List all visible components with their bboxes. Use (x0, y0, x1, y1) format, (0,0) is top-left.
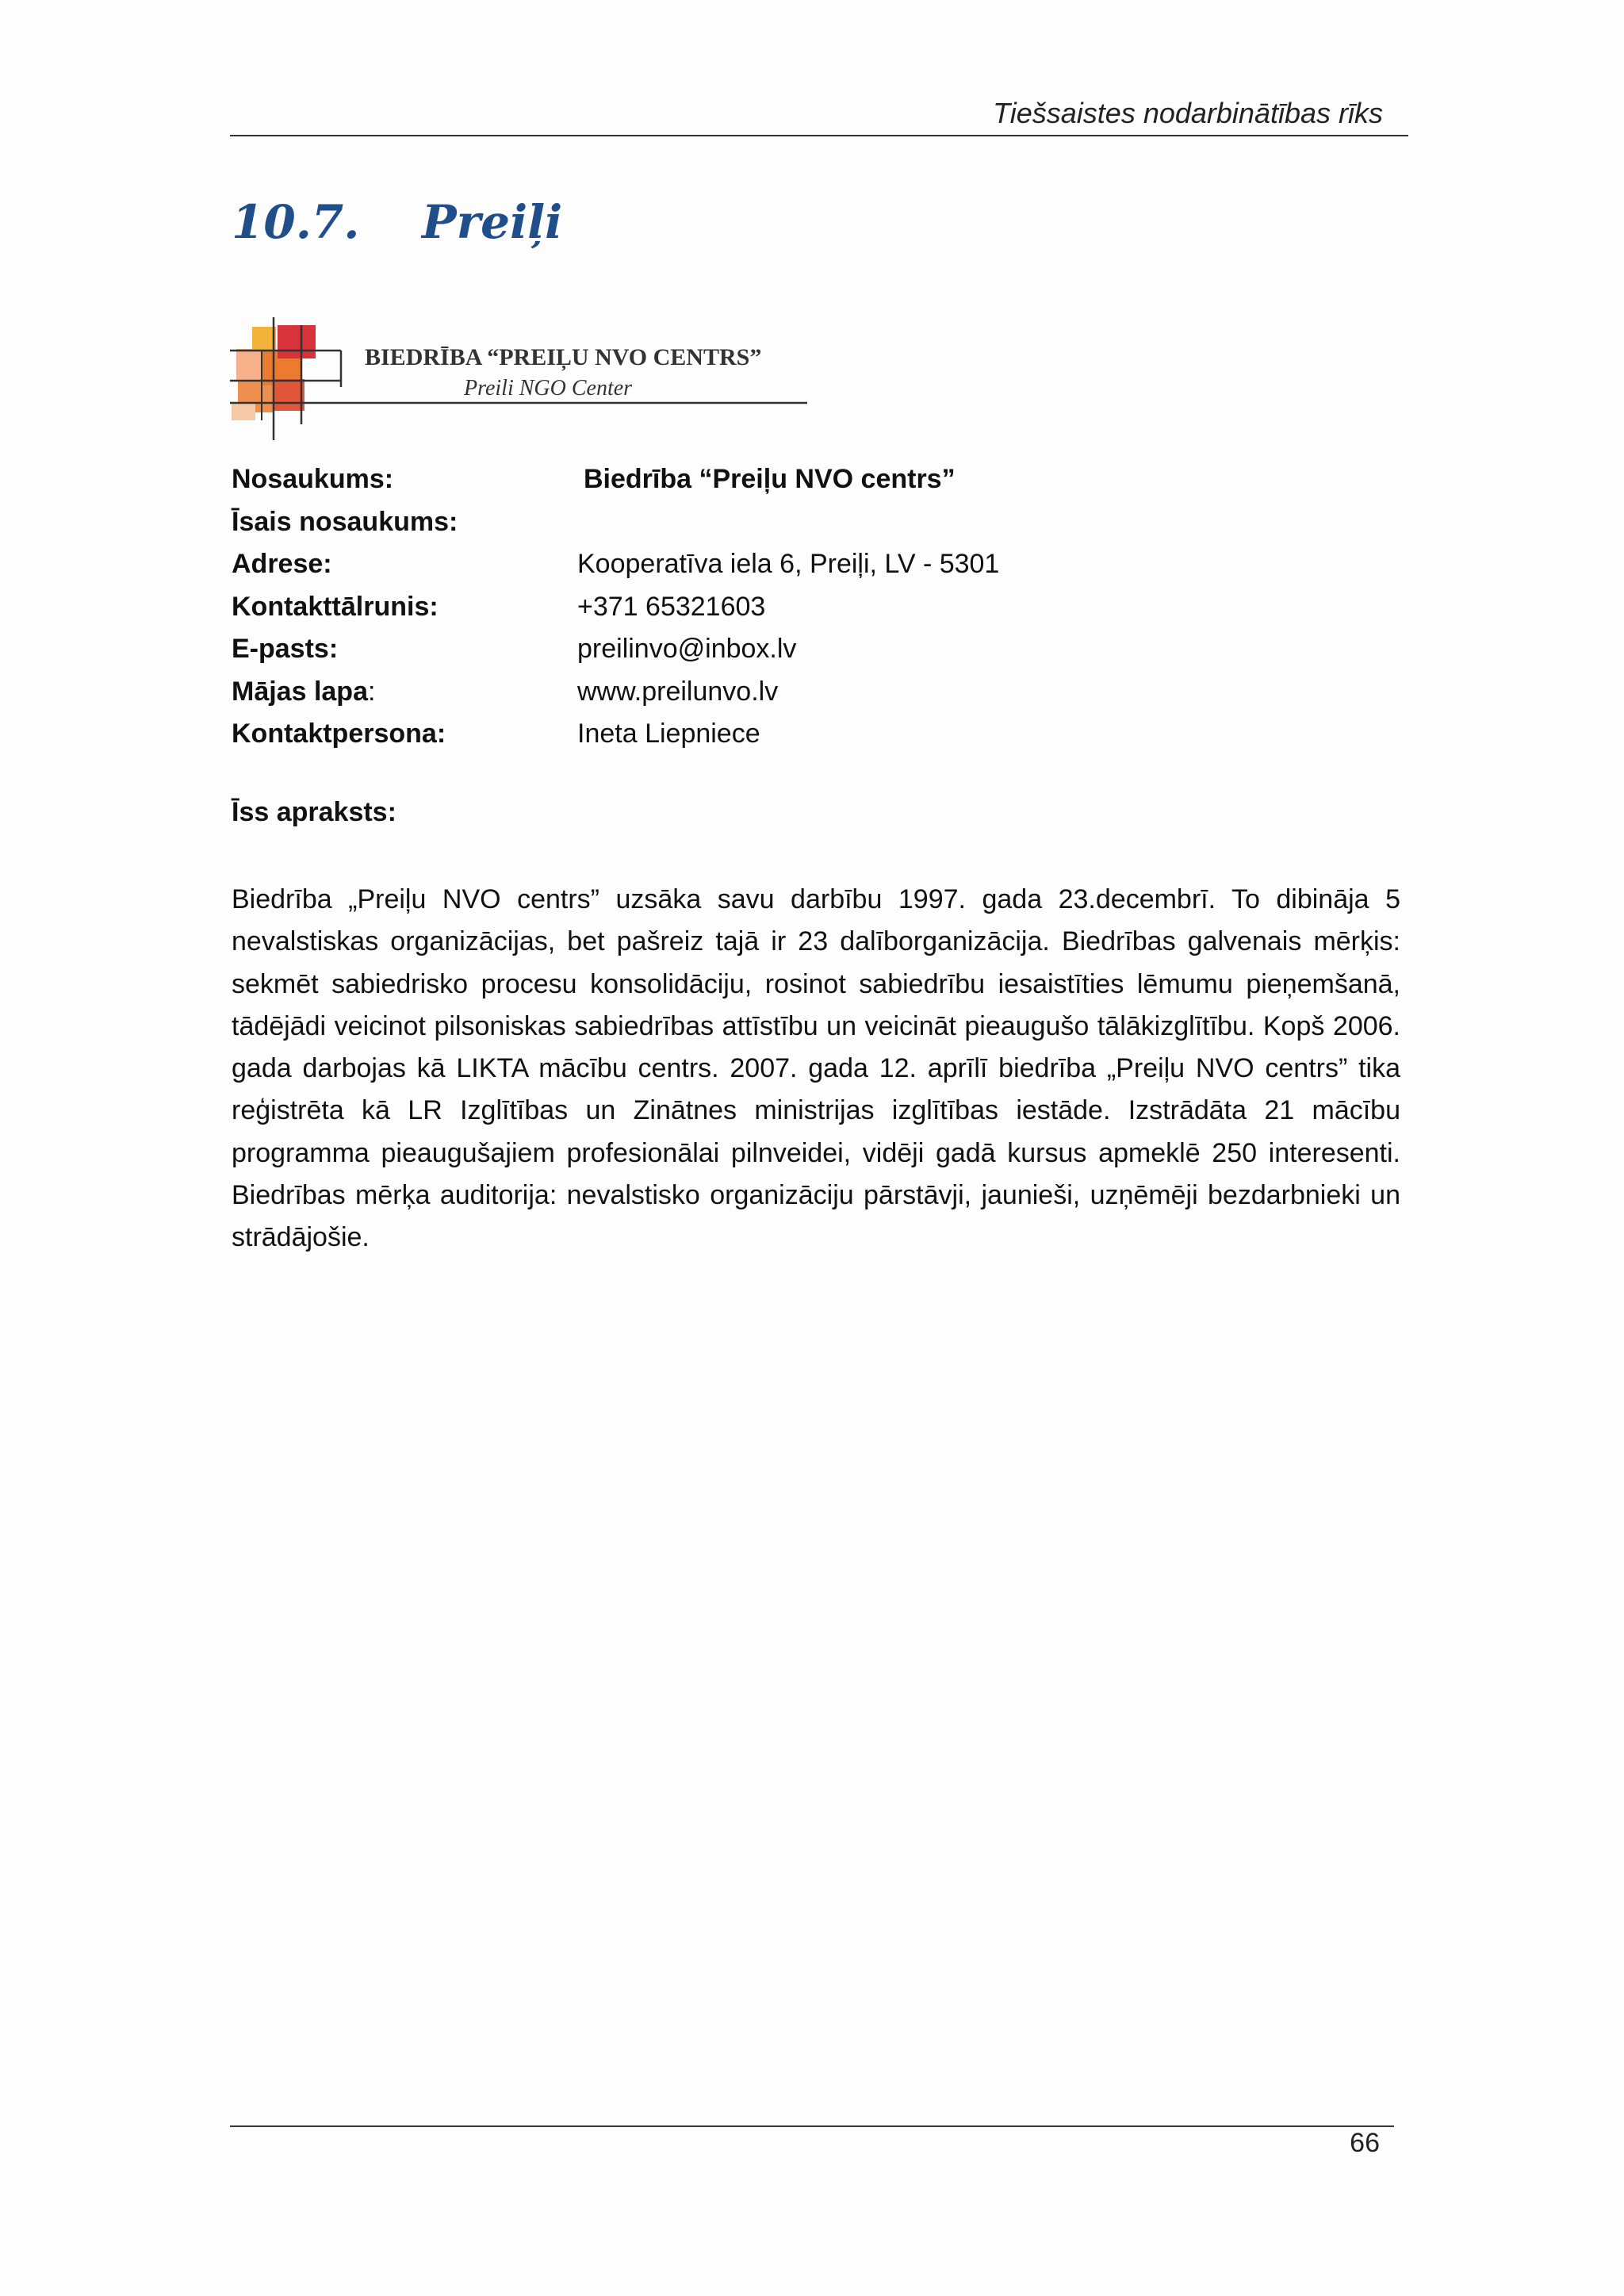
description-text: Biedrība „Preiļu NVO centrs” uzsāka savu darbību 1997. gada 23.decembrī. To dibināja 5 nevalstiskas organizācijas, bet pašreiz tajā ir 23 dalīborganizācija. Biedrības galvenais mērķis: sekmēt sabiedrisko procesu konsolidāciju, rosinot sabiedrību iesaistīties lēmumu pieņemšanā, tādējādi veicinot pilsoniskas sabiedrības attīstību un veicināt pieaugušo tālākizglītību. Kopš 2006. gada darbojas kā LIKTA mācību centrs. 2007. gada 12. aprīlī biedrība „Preiļu NVO centrs” tika reģistrēta kā LR Izglītības un Zinātnes ministrijas izglītības iestāde. Izstrādāta 21 mācību programma pieaugušajiem profesionālai pilnveidei, vidēji gadā kursus apmeklē 250 interesenti. Biedrības mērķa auditorija: nevalstisko organizāciju pārstāvji, jaunieši, uzņēmēji bezdarbnieki un strādājošie. (232, 884, 1400, 1253)
address-value: Kooperatīva iela 6, Preiļi, LV - 5301 (577, 549, 1000, 579)
logo-square-yellow (252, 327, 276, 351)
phone-value: +371 65321603 (577, 591, 766, 622)
section-heading (232, 195, 562, 249)
info-row-website (232, 671, 999, 714)
website-label-text: Mājas lapa (232, 676, 368, 707)
header-rule (230, 135, 1408, 136)
description-label: Īss apraksts: (232, 797, 396, 827)
logo-square-peach-2 (232, 403, 255, 420)
info-row-short-name (232, 501, 999, 544)
page-number: 66 (1350, 2128, 1380, 2158)
org-logo (230, 301, 817, 444)
running-header: Tiešsaistes nodarbinātības rīks (993, 97, 1383, 129)
info-row-email (232, 628, 999, 671)
name-value: Biedrība “Preiļu NVO centrs” (584, 464, 956, 494)
phone-label: Kontakttālrunis: (232, 591, 439, 622)
section-title: Preiļi (422, 195, 563, 249)
logo-line1: BIEDRĪBA “PREIĻU NVO CENTRS” (365, 344, 762, 370)
address-label: Adrese: (232, 549, 332, 579)
footer-rule (230, 2125, 1394, 2127)
section-number: 10.7. (232, 195, 360, 249)
info-row-phone (232, 586, 999, 629)
website-label-colon: : (367, 676, 376, 707)
logo-square-peach (236, 349, 265, 381)
logo-line2: Preili NGO Center (464, 376, 633, 401)
info-row-contact (232, 713, 999, 756)
organization-info (232, 458, 999, 756)
logo-square-red-2 (273, 379, 304, 411)
email-label: E-pasts: (232, 634, 339, 664)
email-value[interactable]: preilinvo@inbox.lv (577, 634, 797, 664)
contact-label: Kontaktpersona: (232, 719, 446, 749)
contact-value: Ineta Liepniece (577, 719, 760, 749)
name-label: Nosaukums: (232, 464, 394, 494)
info-row-address (232, 543, 999, 586)
short-name-label: Īsais nosaukums: (232, 506, 458, 537)
website-value[interactable]: www.preilunvo.lv (577, 676, 779, 707)
logo-square-red (278, 325, 316, 358)
website-label (232, 671, 577, 714)
info-row-name (232, 458, 999, 501)
